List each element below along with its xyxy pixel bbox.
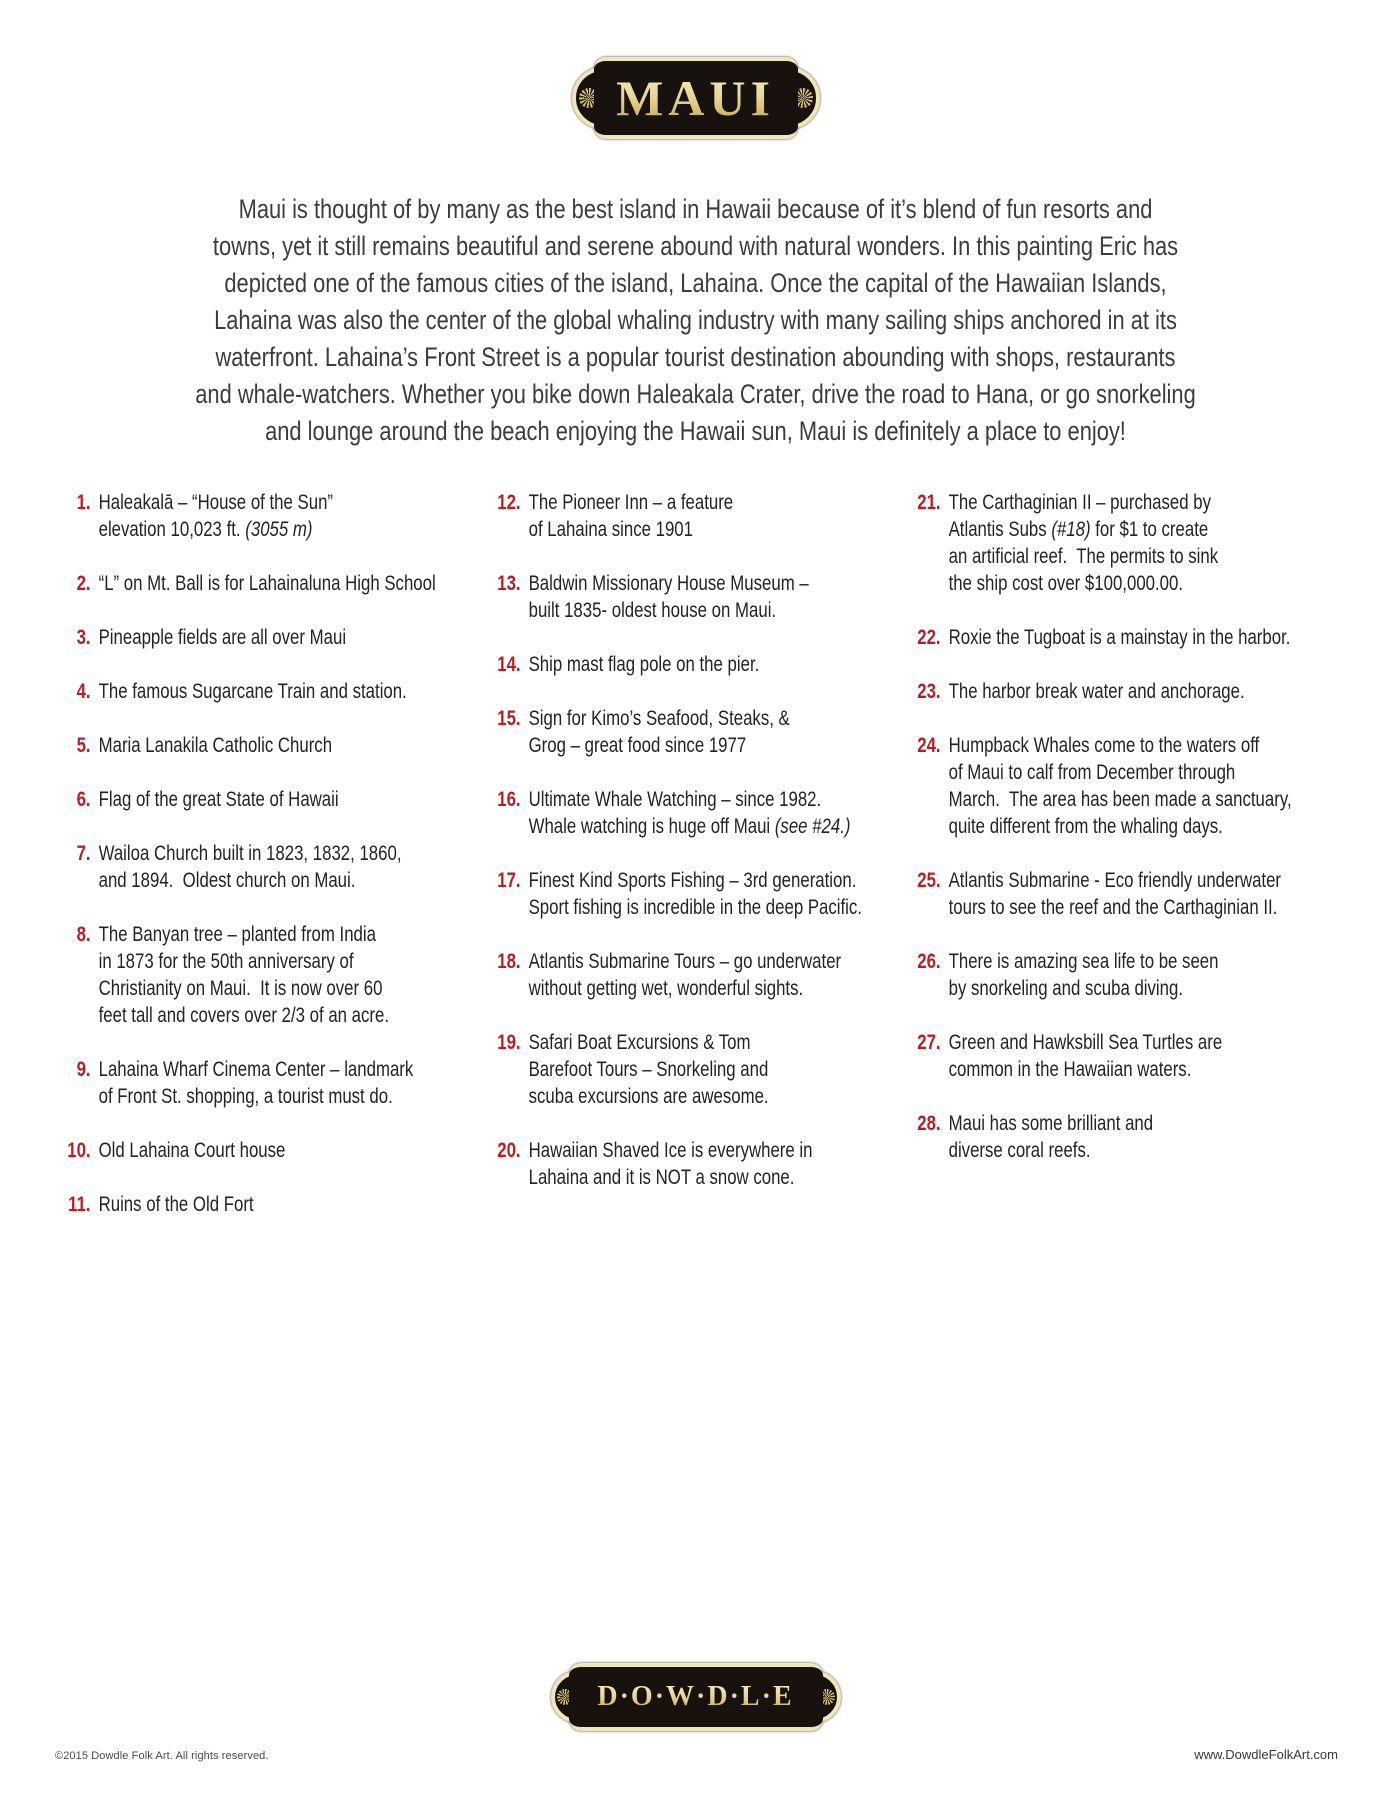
intro-line: towns, yet it still remains beautiful and serene abound with natural wonders. In this painting Eric has [212, 231, 1179, 261]
legend-column-3 [915, 489, 1391, 1245]
item-text: Atlantis Submarine - Eco friendly underwater tours to see the reef and the Carthaginian II. [948, 869, 1282, 919]
item-number: 9. [76, 1058, 91, 1081]
intro-line: depicted one of the famous cities of the island, Lahaina. Once the capital of the Hawaiian Islands, [224, 268, 1167, 298]
item-text: Wailoa Church built in 1823, 1832, 1860, and 1894. Oldest church on Maui. [98, 842, 402, 892]
item-number: 13. [497, 572, 521, 595]
item-text: Baldwin Missionary House Museum – built 1835- oldest house on Maui. [528, 572, 809, 622]
item-number: 24. [917, 734, 941, 757]
legend-item-13 [495, 570, 831, 624]
item-number: 1. [76, 491, 91, 514]
item-number: 12. [497, 491, 521, 514]
badge-plate [569, 1663, 823, 1731]
item-text: Sign for Kimo’s Seafood, Steaks, & Grog – great food since 1977 [528, 707, 790, 757]
item-number: 4. [76, 680, 91, 703]
item-number: 25. [917, 869, 941, 892]
item-number: 11. [68, 1193, 91, 1216]
item-text: Maui has some brilliant and diverse coral reefs. [948, 1112, 1154, 1162]
item-text: Flag of the great State of Hawaii [98, 788, 339, 811]
intro-line: waterfront. Lahaina’s Front Street is a popular tourist destination abounding with shops, restaurants [215, 342, 1176, 372]
item-text: The Banyan tree – planted from India in 1873 for the 50th anniversary of Christianity on Maui. It is now over 60 feet tall and covers over 2/3 of an acre. [98, 923, 390, 1027]
item-number: 21. [917, 491, 941, 514]
legend-item-26 [915, 948, 1296, 1002]
dowdle-logo-text: D·O·W·D·L·E [597, 1681, 794, 1712]
item-text: Lahaina Wharf Cinema Center – landmark of Front St. shopping, a tourist must do. [98, 1058, 414, 1108]
legend-item-2 [65, 570, 436, 597]
legend-item-18 [495, 948, 842, 1002]
item-text: The Pioneer Inn – a feature of Lahaina since 1901 [528, 491, 734, 541]
item-number: 15. [497, 707, 521, 730]
item-text: Atlantis Submarine Tours – go underwater without getting wet, wonderful sights. [528, 950, 842, 1000]
item-text: Safari Boat Excursions & Tom Barefoot Tours – Snorkeling and scuba excursions are awesome. [528, 1031, 769, 1108]
item-text: Pineapple fields are all over Maui [98, 626, 347, 649]
legend-item-20 [495, 1137, 831, 1191]
item-text: Roxie the Tugboat is a mainstay in the harbor. [948, 626, 1291, 649]
item-text: The famous Sugarcane Train and station. [98, 680, 407, 703]
legend-item-10 [65, 1137, 409, 1164]
item-text: Humpback Whales come to the waters off of Maui to calf from December through March. The area has been made a sanctuary, quite different from the whaling days. [948, 734, 1292, 838]
legend-item-1 [65, 489, 409, 543]
item-text: “L” on Mt. Ball is for Lahainaluna High School [98, 572, 436, 595]
legend-item-28 [915, 1110, 1296, 1164]
item-text: Green and Hawksbill Sea Turtles are common in the Hawaiian waters. [948, 1031, 1223, 1081]
item-number: 16. [497, 788, 521, 811]
item-number: 6. [76, 788, 91, 811]
item-text: There is amazing sea life to be seen by snorkeling and scuba diving. [948, 950, 1219, 1000]
item-text: Maria Lanakila Catholic Church [98, 734, 333, 757]
legend-item-12 [495, 489, 831, 543]
item-number: 23. [917, 680, 941, 703]
legend-item-22 [915, 624, 1296, 651]
item-text: The harbor break water and anchorage. [948, 680, 1245, 703]
intro-line: Maui is thought of by many as the best island in Hawaii because of it’s blend of fun resorts and [238, 194, 1153, 224]
item-number: 19. [497, 1031, 521, 1054]
item-text: Ship mast flag pole on the pier. [528, 653, 760, 676]
legend-item-14 [495, 651, 831, 678]
maui-logo-text: MAUI [616, 70, 775, 126]
item-number: 3. [76, 626, 91, 649]
item-number: 17. [497, 869, 521, 892]
legend-item-16 [495, 786, 851, 840]
legend-column-2 [495, 489, 915, 1245]
item-text: Ultimate Whale Watching – since 1982. Whale watching is huge off Maui (see #24.) [528, 788, 851, 838]
item-number: 5. [76, 734, 91, 757]
legend-item-3 [65, 624, 409, 651]
maui-logo-badge [594, 57, 798, 139]
website-url-text: www.DowdleFolkArt.com [1194, 1747, 1338, 1762]
legend-columns [65, 489, 1391, 1245]
item-number: 10. [67, 1139, 91, 1162]
legend-item-21 [915, 489, 1296, 597]
legend-item-24 [915, 732, 1296, 840]
item-text: Hawaiian Shaved Ice is everywhere in Lahaina and it is NOT a snow cone. [528, 1139, 813, 1189]
badge-plate [594, 57, 798, 139]
legend-item-8 [65, 921, 409, 1029]
item-number: 27. [917, 1031, 941, 1054]
intro-paragraph [0, 191, 1391, 450]
item-number: 2. [76, 572, 91, 595]
legend-item-27 [915, 1029, 1296, 1083]
legend-item-23 [915, 678, 1296, 705]
legend-item-25 [915, 867, 1296, 921]
item-number: 7. [76, 842, 91, 865]
item-number: 22. [917, 626, 941, 649]
legend-item-4 [65, 678, 409, 705]
item-number: 18. [497, 950, 521, 973]
intro-line: Lahaina was also the center of the global whaling industry with many sailing ships anchored in at its [214, 305, 1177, 335]
legend-item-6 [65, 786, 409, 813]
legend-item-11 [65, 1191, 409, 1218]
item-text: Ruins of the Old Fort [98, 1193, 254, 1216]
legend-item-17 [495, 867, 862, 921]
legend-item-5 [65, 732, 409, 759]
legend-item-15 [495, 705, 831, 759]
intro-line: and lounge around the beach enjoying the Hawaii sun, Maui is definitely a place to enjoy! [265, 416, 1126, 446]
item-number: 8. [76, 923, 91, 946]
item-number: 20. [497, 1139, 521, 1162]
item-text: The Carthaginian II – purchased by Atlantis Subs (#18) for $1 to create an artificial reef. The permits to sink the ship cost over $100,000.00. [948, 491, 1219, 595]
intro-line: and whale-watchers. Whether you bike down Haleakala Crater, drive the road to Hana, or go snorkeling [195, 379, 1196, 409]
legend-column-1 [65, 489, 495, 1245]
item-number: 14. [497, 653, 521, 676]
item-text: Haleakalā – “House of the Sun” elevation 10,023 ft. (3055 m) [98, 491, 334, 541]
item-text: Old Lahaina Court house [98, 1139, 286, 1162]
item-number: 26. [917, 950, 941, 973]
item-number: 28. [917, 1112, 941, 1135]
dowdle-logo-badge [569, 1663, 823, 1731]
legend-item-19 [495, 1029, 831, 1110]
legend-item-9 [65, 1056, 414, 1110]
item-text: Finest Kind Sports Fishing – 3rd generation. Sport fishing is incredible in the deep Pacific. [528, 869, 862, 919]
legend-item-7 [65, 840, 409, 894]
copyright-text: ©2015 Dowdle Folk Art. All rights reserved. [55, 1750, 269, 1762]
